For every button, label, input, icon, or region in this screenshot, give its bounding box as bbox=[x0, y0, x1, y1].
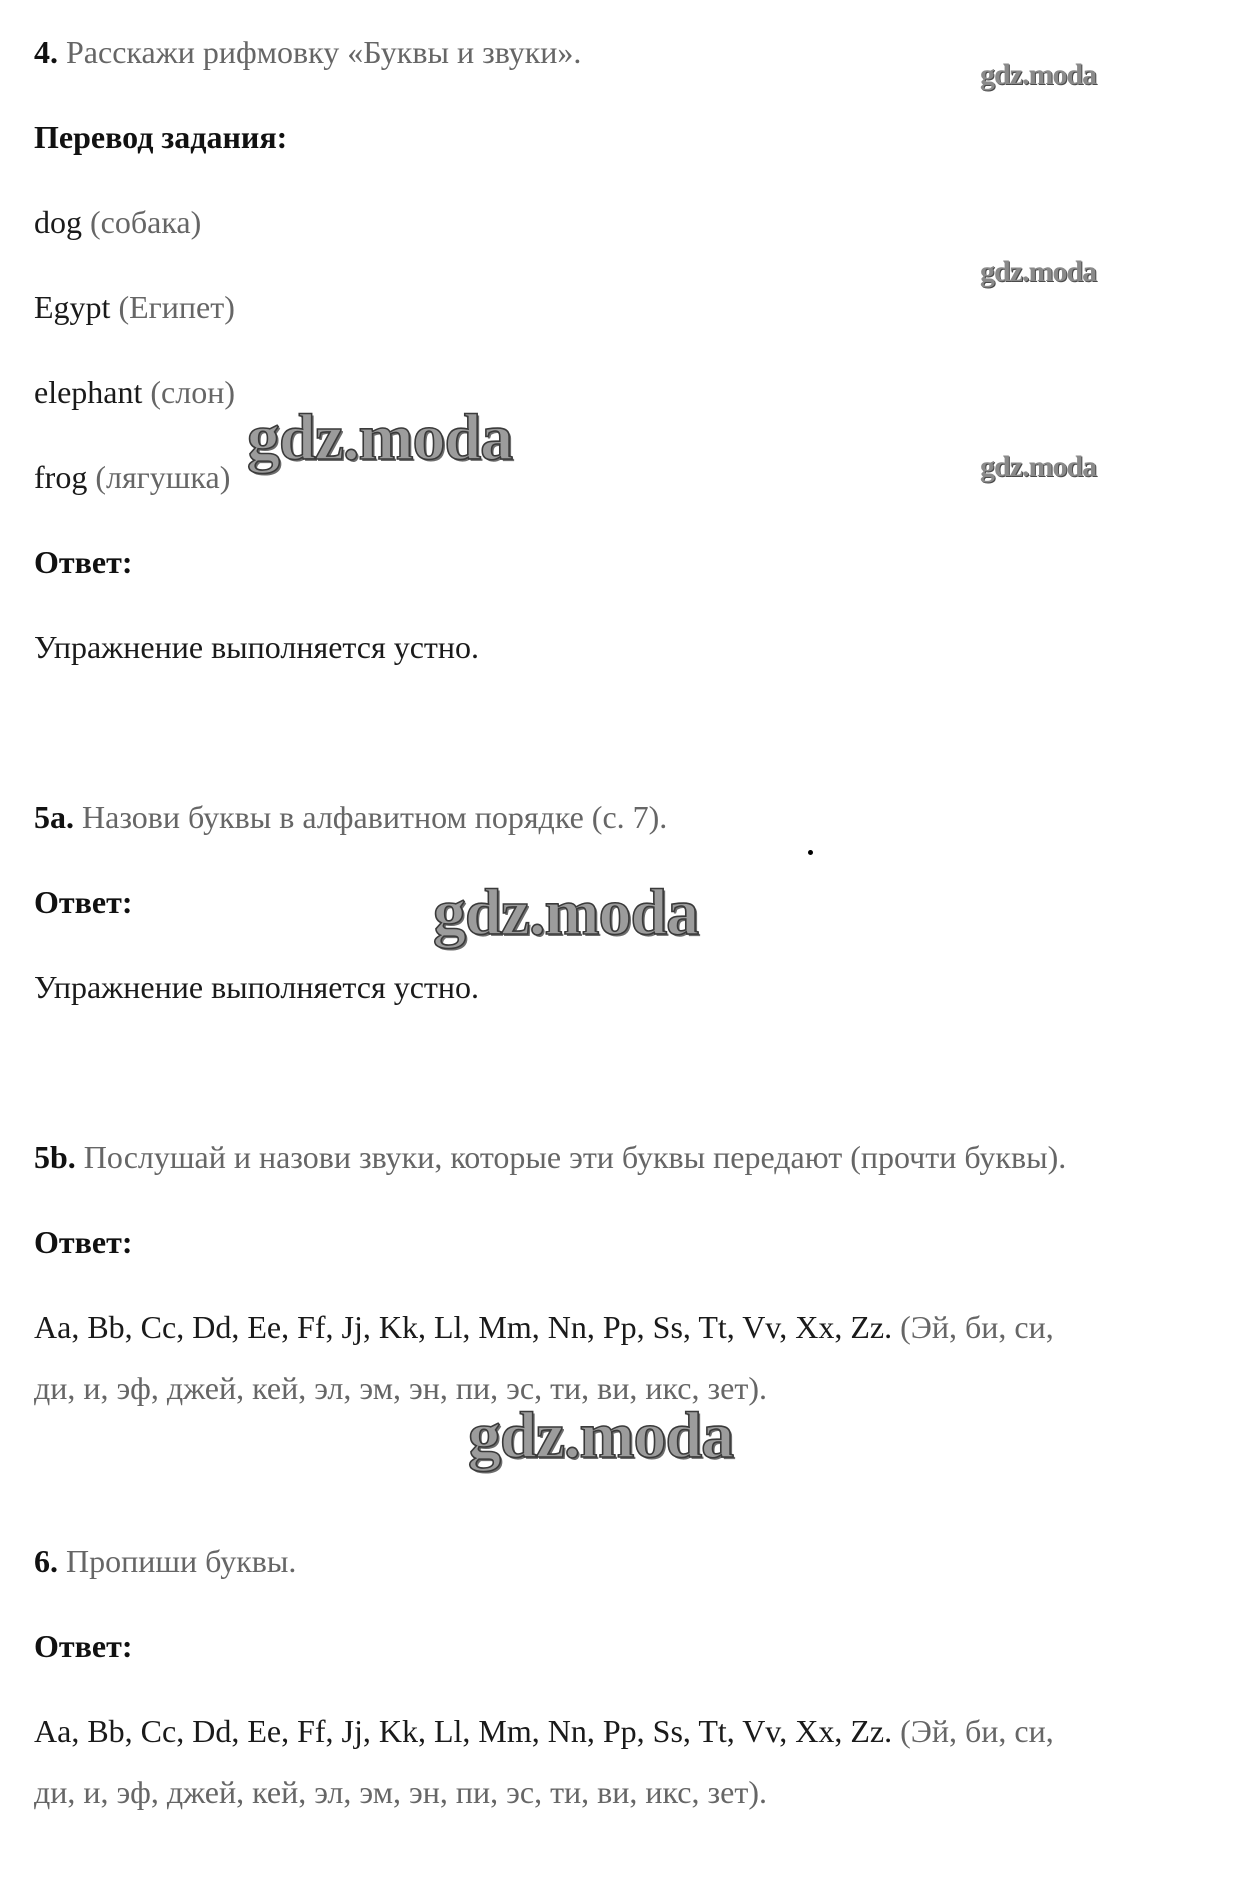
word-ru: (лягушка) bbox=[95, 459, 231, 495]
word-en: dog bbox=[34, 204, 82, 240]
task5b-reading-start: (Эй, би, си, bbox=[900, 1309, 1054, 1345]
task5b-answer-line-1 bbox=[34, 1307, 1054, 1347]
task6-text: Пропиши буквы. bbox=[66, 1543, 297, 1579]
word-row bbox=[34, 457, 230, 497]
stray-dot bbox=[808, 850, 813, 855]
task5b-number: 5b. bbox=[34, 1139, 76, 1175]
task6-reading-start: (Эй, би, си, bbox=[900, 1713, 1054, 1749]
task5a-prompt bbox=[34, 797, 667, 837]
task4-text: Расскажи рифмовку «Буквы и звуки». bbox=[66, 34, 582, 70]
word-ru: (собака) bbox=[90, 204, 202, 240]
watermark: gdz.moda bbox=[980, 450, 1097, 483]
watermark: gdz.moda bbox=[247, 401, 513, 474]
task5a-answer-heading: Ответ: bbox=[34, 884, 133, 920]
task6-number: 6. bbox=[34, 1543, 58, 1579]
task6-reading-end: ди, и, эф, джей, кей, эл, эм, эн, пи, эс, ти, ви, икс, зет). bbox=[34, 1774, 767, 1810]
word-row bbox=[34, 202, 201, 242]
task6-answer-heading: Ответ: bbox=[34, 1628, 133, 1664]
task6-answer-line-1 bbox=[34, 1711, 1054, 1751]
word-en: frog bbox=[34, 459, 88, 495]
word-row bbox=[34, 287, 235, 327]
word-en: Egypt bbox=[34, 289, 111, 325]
task5a-text: Назови буквы в алфавитном порядке (с. 7). bbox=[82, 799, 668, 835]
watermark: gdz.moda bbox=[433, 876, 699, 949]
task6-letters: Aa, Bb, Cc, Dd, Ee, Ff, Jj, Kk, Ll, Mm, Nn, Pp, Ss, Tt, Vv, Xx, Zz. bbox=[34, 1713, 893, 1749]
task4-number: 4. bbox=[34, 34, 58, 70]
task4-answer: Упражнение выполняется устно. bbox=[34, 629, 479, 665]
task5b-prompt bbox=[34, 1137, 1066, 1177]
word-ru: (слон) bbox=[150, 374, 235, 410]
task4-answer-heading: Ответ: bbox=[34, 544, 133, 580]
task5a-answer: Упражнение выполняется устно. bbox=[34, 969, 479, 1005]
translation-heading: Перевод задания: bbox=[34, 119, 288, 155]
word-row bbox=[34, 372, 235, 412]
task6-prompt bbox=[34, 1541, 296, 1581]
task4-prompt bbox=[34, 32, 581, 72]
task5a-number: 5a. bbox=[34, 799, 74, 835]
watermark: gdz.moda bbox=[980, 255, 1097, 288]
watermark: gdz.moda bbox=[468, 1399, 734, 1472]
task5b-letters: Aa, Bb, Cc, Dd, Ee, Ff, Jj, Kk, Ll, Mm, Nn, Pp, Ss, Tt, Vv, Xx, Zz. bbox=[34, 1309, 893, 1345]
word-ru: (Египет) bbox=[118, 289, 235, 325]
task5b-text: Послушай и назови звуки, которые эти буквы передают (прочти буквы). bbox=[83, 1139, 1067, 1175]
task5b-answer-heading: Ответ: bbox=[34, 1224, 133, 1260]
task5b-reading-end: ди, и, эф, джей, кей, эл, эм, эн, пи, эс, ти, ви, икс, зет). bbox=[34, 1370, 767, 1406]
watermark: gdz.moda bbox=[980, 58, 1097, 91]
word-en: elephant bbox=[34, 374, 143, 410]
